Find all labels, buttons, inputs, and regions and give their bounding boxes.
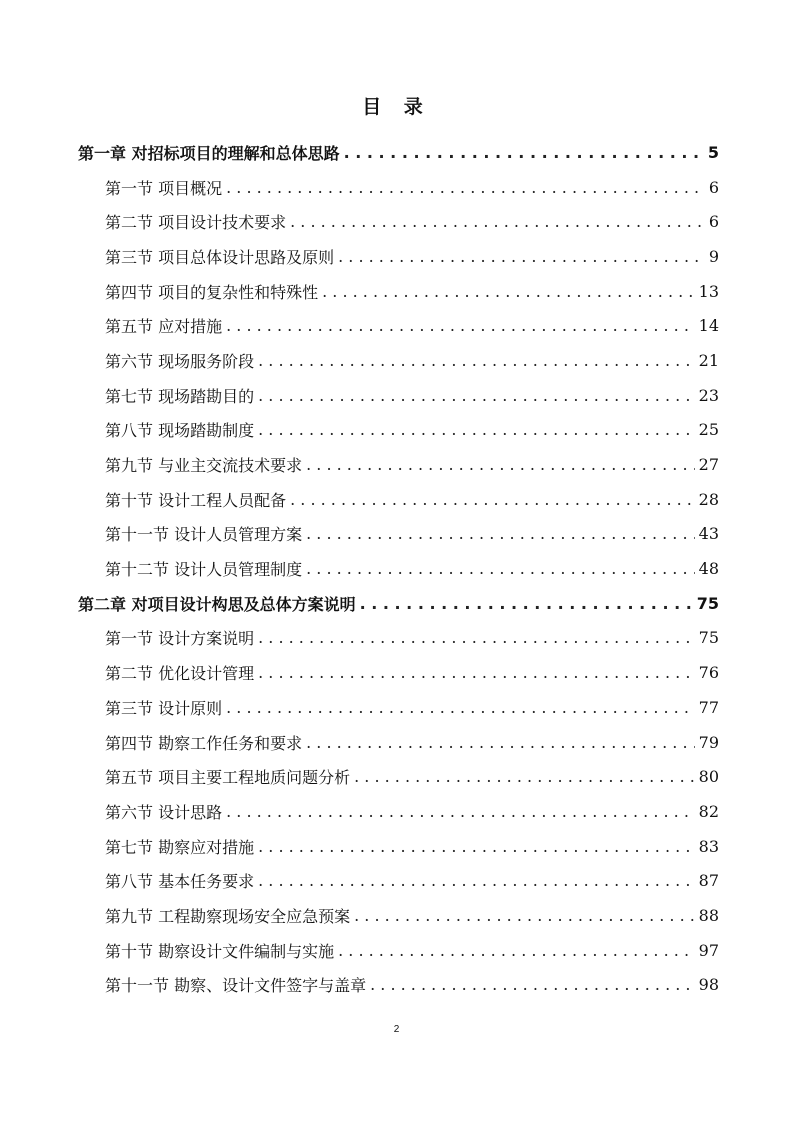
dot-leader — [258, 386, 695, 405]
toc-title: 目 录 — [362, 96, 431, 118]
dot-leader — [370, 975, 695, 994]
dot-leader — [226, 698, 695, 717]
dot-leader — [360, 594, 693, 613]
toc-entry-section[interactable] — [78, 447, 719, 482]
toc-entry-label: 第三节 项目总体设计思路及原则 — [105, 247, 335, 267]
toc-entry-page: 27 — [698, 455, 719, 475]
toc-entry-section[interactable] — [78, 829, 719, 864]
dot-leader — [290, 212, 705, 231]
toc-entry-label: 第二节 项目设计技术要求 — [105, 213, 287, 233]
toc-entry-label: 第五节 项目主要工程地质问题分析 — [105, 768, 351, 788]
toc-entry-section[interactable] — [78, 308, 719, 343]
dot-leader — [290, 490, 695, 509]
dot-leader — [226, 316, 695, 335]
toc-entry-label: 第八节 现场踏勘制度 — [105, 421, 255, 441]
dot-leader — [226, 178, 705, 197]
toc-entry-page: 80 — [698, 767, 719, 787]
toc-entry-page: 23 — [698, 385, 719, 405]
dot-leader — [258, 420, 695, 439]
toc-entry-page: 43 — [698, 524, 719, 544]
toc-entry-page: 76 — [698, 663, 719, 683]
toc-entry-section[interactable] — [78, 898, 719, 933]
toc-entry-page: 14 — [698, 316, 719, 336]
dot-leader — [306, 559, 695, 578]
toc-entry-label: 第十一节 设计人员管理方案 — [105, 525, 303, 545]
toc-entry-label: 第一章 对招标项目的理解和总体思路 — [78, 143, 340, 163]
toc-entry-section[interactable] — [78, 343, 719, 378]
toc-entry-page: 6 — [708, 177, 719, 197]
toc-entry-label: 第四节 项目的复杂性和特殊性 — [105, 282, 319, 302]
toc-entry-chapter[interactable] — [78, 135, 719, 170]
table-of-contents — [78, 135, 719, 1002]
toc-entry-section[interactable] — [78, 690, 719, 725]
toc-entry-label: 第二章 对项目设计构思及总体方案说明 — [78, 594, 356, 614]
toc-entry-page: 28 — [698, 489, 719, 509]
toc-entry-label: 第七节 勘察应对措施 — [105, 837, 255, 857]
toc-entry-section[interactable] — [78, 933, 719, 968]
toc-entry-label: 第六节 设计思路 — [105, 802, 223, 822]
toc-entry-label: 第六节 现场服务阶段 — [105, 351, 255, 371]
toc-entry-label: 第五节 应对措施 — [105, 317, 223, 337]
toc-entry-section[interactable] — [78, 204, 719, 239]
toc-entry-page: 97 — [698, 940, 719, 960]
toc-entry-page: 82 — [698, 801, 719, 821]
toc-entry-page: 6 — [708, 212, 719, 232]
toc-entry-page: 25 — [698, 420, 719, 440]
toc-entry-section[interactable] — [78, 551, 719, 586]
toc-entry-page: 21 — [698, 350, 719, 370]
dot-leader — [338, 247, 705, 266]
toc-entry-label: 第四节 勘察工作任务和要求 — [105, 733, 303, 753]
toc-entry-page: 13 — [698, 281, 719, 301]
toc-entry-page: 79 — [698, 732, 719, 752]
dot-leader — [258, 351, 695, 370]
toc-entry-section[interactable] — [78, 170, 719, 205]
toc-entry-page: 87 — [698, 871, 719, 891]
toc-entry-label: 第十一节 勘察、设计文件签字与盖章 — [105, 976, 367, 996]
dot-leader — [226, 802, 695, 821]
dot-leader — [306, 524, 695, 543]
toc-entry-section[interactable] — [78, 239, 719, 274]
dot-leader — [354, 767, 695, 786]
toc-entry-label: 第三节 设计原则 — [105, 698, 223, 718]
toc-entry-label: 第一节 设计方案说明 — [105, 629, 255, 649]
toc-entry-page: 83 — [698, 836, 719, 856]
toc-entry-label: 第一节 项目概况 — [105, 178, 223, 198]
toc-entry-page: 9 — [708, 246, 719, 266]
toc-entry-section[interactable] — [78, 413, 719, 448]
dot-leader — [344, 143, 704, 162]
toc-entry-page: 98 — [698, 975, 719, 995]
toc-entry-section[interactable] — [78, 863, 719, 898]
toc-entry-label: 第十二节 设计人员管理制度 — [105, 560, 303, 580]
toc-entry-page: 88 — [698, 905, 719, 925]
toc-entry-section[interactable] — [78, 482, 719, 517]
toc-entry-page: 48 — [698, 559, 719, 579]
toc-entry-page: 75 — [696, 593, 719, 613]
toc-entry-chapter[interactable] — [78, 586, 719, 621]
toc-entry-page: 77 — [698, 697, 719, 717]
toc-entry-label: 第七节 现场踏勘目的 — [105, 386, 255, 406]
dot-leader — [258, 663, 695, 682]
page-number: 2 — [393, 1024, 400, 1035]
dot-leader — [306, 733, 695, 752]
toc-entry-page: 5 — [707, 142, 719, 162]
toc-entry-label: 第十节 勘察设计文件编制与实施 — [105, 941, 335, 961]
toc-entry-label: 第八节 基本任务要求 — [105, 872, 255, 892]
dot-leader — [322, 282, 695, 301]
dot-leader — [258, 837, 695, 856]
dot-leader — [258, 628, 695, 647]
toc-entry-section[interactable] — [78, 759, 719, 794]
dot-leader — [354, 906, 695, 925]
dot-leader — [306, 455, 695, 474]
toc-entry-section[interactable] — [78, 655, 719, 690]
toc-entry-section[interactable] — [78, 378, 719, 413]
dot-leader — [338, 941, 695, 960]
toc-entry-label: 第十节 设计工程人员配备 — [105, 490, 287, 510]
toc-entry-section[interactable] — [78, 274, 719, 309]
toc-entry-label: 第九节 工程勘察现场安全应急预案 — [105, 906, 351, 926]
toc-entry-section[interactable] — [78, 794, 719, 829]
toc-entry-section[interactable] — [78, 517, 719, 552]
toc-entry-label: 第二节 优化设计管理 — [105, 664, 255, 684]
toc-entry-page: 75 — [698, 628, 719, 648]
toc-entry-section[interactable] — [78, 621, 719, 656]
toc-entry-section[interactable] — [78, 725, 719, 760]
toc-entry-label: 第九节 与业主交流技术要求 — [105, 456, 303, 476]
toc-entry-section[interactable] — [78, 968, 719, 1003]
dot-leader — [258, 871, 695, 890]
